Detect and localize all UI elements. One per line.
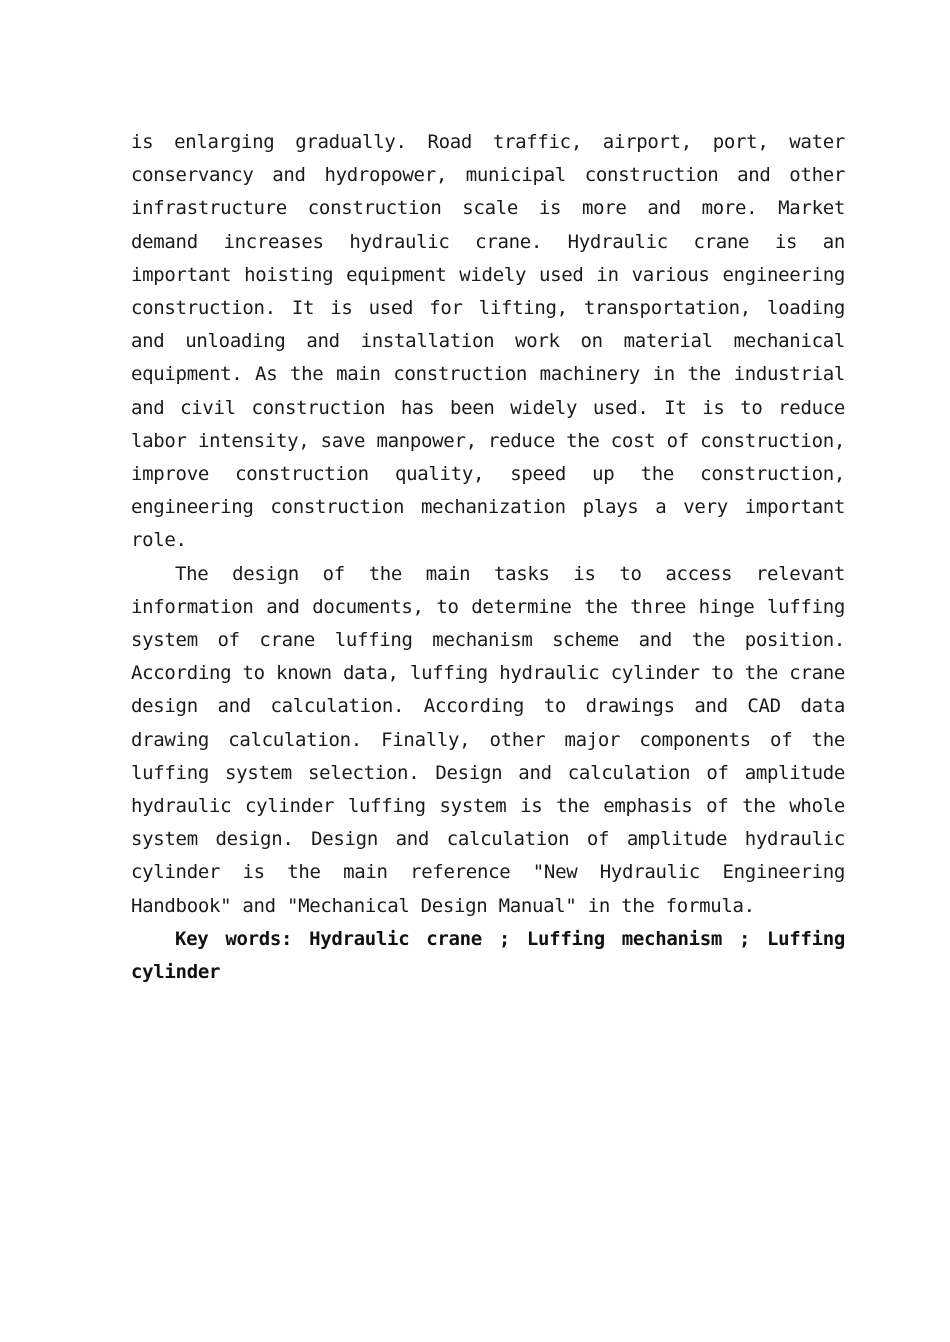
- paragraph-design-tasks: The design of the main tasks is to access relevant information and documents, to determine the three hinge luffing system of crane luffing mechanism scheme and the position. According to known data, luffing hydraulic cylinder to the crane design and calculation. According to drawings and CAD data drawing calculation. Finally, other major components of the luffing system selection. Design and calculation of amplitude hydraulic cylinder luffing system is the emphasis of the whole system design. Design and calculation of amplitude hydraulic cylinder is the main reference "New Hydraulic Engineering Handbook" and "Mechanical Design Manual" in the formula.: [131, 562, 845, 917]
- paragraph-continuation: is enlarging gradually. Road traffic, airport, port, water conservancy and hydropower, municipal construction and other infrastructure construction scale is more and more. Market demand increases hydraulic crane. Hydraulic crane is an important hoisting equipment widely used in various engineering construction. It is used for lifting, transportation, loading and unloading and installation work on material mechanical equipment. As the main construction machinery in the industrial and civil construction has been widely used. It is to reduce labor intensity, save manpower, reduce the cost of construction, improve construction quality, speed up the construction, engineering construction mechanization plays a very important role.: [131, 131, 845, 552]
- keywords-line: Key words: Hydraulic crane ; Luffing mechanism ; Luffing cylinder: [131, 927, 845, 984]
- document-page: [131, 126, 845, 989]
